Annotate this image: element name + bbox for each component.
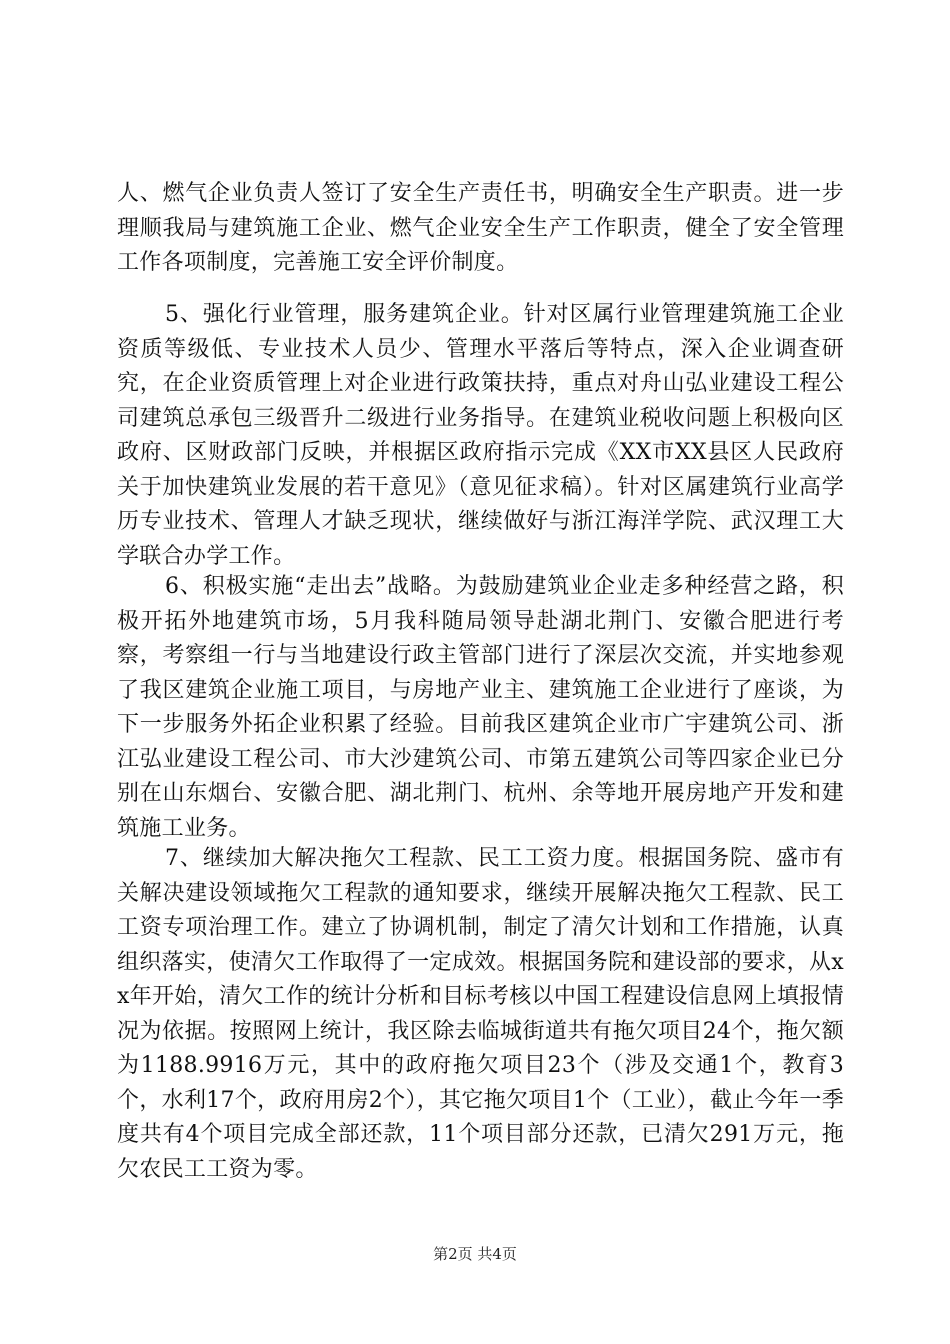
paragraph-go-global-strategy: 6、积极实施“走出去”战略。为鼓励建筑业企业走多种经营之路，积极开拓外地建筑市场，5月我科随局领导赴湖北荆门、安徽合肥进行考察，考察组一行与当地建设行政主管部门进行了深层次交流，并实地参观了我区建筑企业施工项目，与房地产业主、建筑施工企业进行了座谈，为下一步服务外拓企业积累了经验。目前我区建筑企业市广宇建筑公司、浙江弘业建设工程公司、市大沙建筑公司、市第五建筑公司等四家企业已分别在山东烟台、安徽合肥、湖北荆门、杭州、余等地开展房地产开发和建筑施工业务。 bbox=[117, 574, 844, 841]
paragraph-industry-management: 5、强化行业管理，服务建筑企业。针对区属行业管理建筑施工企业资质等级低、专业技术人员少、管理水平落后等特点，深入企业调查研究，在企业资质管理上对企业进行政策扶持，重点对舟山弘业建设工程公司建筑总承包三级晋升二级进行业务指导。在建筑业税收问题上积极向区政府、区财政部门反映，并根据区政府指示完成《XX市XX县区人民政府关于加快建筑业发展的若干意见》（意见征求稿）。针对区属建筑行业高学历专业技术、管理人才缺乏现状，继续做好与浙江海洋学院、武汉理工大学联合办学工作。 bbox=[117, 302, 844, 569]
paragraph-wage-arrears: 7、继续加大解决拖欠工程款、民工工资力度。根据国务院、盛市有关解决建设领域拖欠工程款的通知要求，继续开展解决拖欠工程款、民工工资专项治理工作。建立了协调机制，制定了清欠计划和工作措施，认真组织落实，使清欠工作取得了一定成效。根据国务院和建设部的要求，从xx年开始，清欠工作的统计分析和目标考核以中国工程建设信息网上填报情况为依据。按照网上统计，我区除去临城街道共有拖欠项目24个，拖欠额为1188.9916万元，其中的政府拖欠项目23个（涉及交通1个，教育3个，水利17个，政府用房2个），其它拖欠项目1个（工业），截止今年一季度共有4个项目完成全部还款，11个项目部分还款，已清欠291万元，拖欠农民工工资为零。 bbox=[117, 846, 844, 1182]
page-number-footer: 第2页 共4页 bbox=[433, 1245, 517, 1263]
paragraph-safety-responsibility: 人、燃气企业负责人签订了安全生产责任书，明确安全生产职责。进一步理顺我局与建筑施工企业、燃气企业安全生产工作职责，健全了安全管理工作各项制度，完善施工安全评价制度。 bbox=[117, 181, 844, 275]
